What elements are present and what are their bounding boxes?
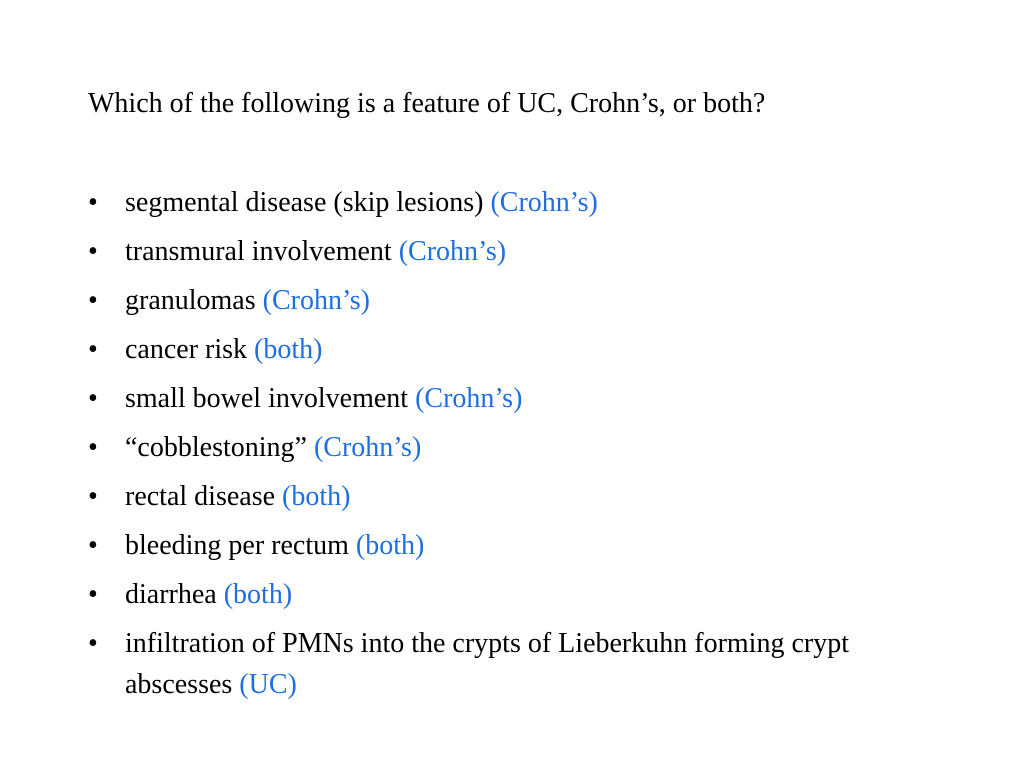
list-item [88,329,948,370]
feature-text: diarrhea [125,579,224,610]
list-item [88,623,948,705]
bullet-icon: • [88,383,98,414]
feature-answer: (both) [223,579,293,610]
feature-text: cancer risk [125,334,255,365]
feature-answer: (UC) [239,669,297,700]
bullet-icon: • [88,334,98,365]
list-item [88,280,948,321]
feature-list [88,182,948,713]
list-item [88,476,948,517]
feature-answer: (both) [355,530,425,561]
feature-answer: (both) [282,481,351,512]
question-heading: Which of the following is a feature of UC, Crohn’s, or both? [88,88,766,119]
bullet-icon: • [88,285,98,316]
feature-answer: (Crohn’s) [313,432,422,463]
bullet-icon: • [88,628,98,659]
bullet-icon: • [88,432,98,463]
bullet-icon: • [88,579,98,610]
bullet-icon: • [88,187,98,218]
feature-answer: (Crohn’s) [398,236,507,267]
feature-text: segmental disease (skip lesions) [125,187,491,218]
feature-answer: (both) [254,334,323,365]
bullet-icon: • [88,236,98,267]
list-item [88,427,948,468]
bullet-icon: • [88,481,98,512]
feature-text: “cobblestoning” [125,432,314,463]
feature-answer: (Crohn’s) [490,187,598,218]
feature-text: bleeding per rectum [125,530,356,561]
list-item [88,182,948,223]
feature-answer: (Crohn’s) [262,285,370,316]
list-item [88,525,948,566]
list-item [88,378,948,419]
feature-text: small bowel involvement [125,383,416,414]
feature-text: transmural involvement [125,236,399,267]
feature-text: granulomas [125,285,263,316]
bullet-icon: • [88,530,98,561]
list-item [88,574,948,615]
feature-text: rectal disease [125,481,283,512]
list-item [88,231,948,272]
feature-answer: (Crohn’s) [415,383,523,414]
feature-text: infiltration of PMNs into the crypts of Lieberkuhn forming crypt abscesses [125,628,849,700]
